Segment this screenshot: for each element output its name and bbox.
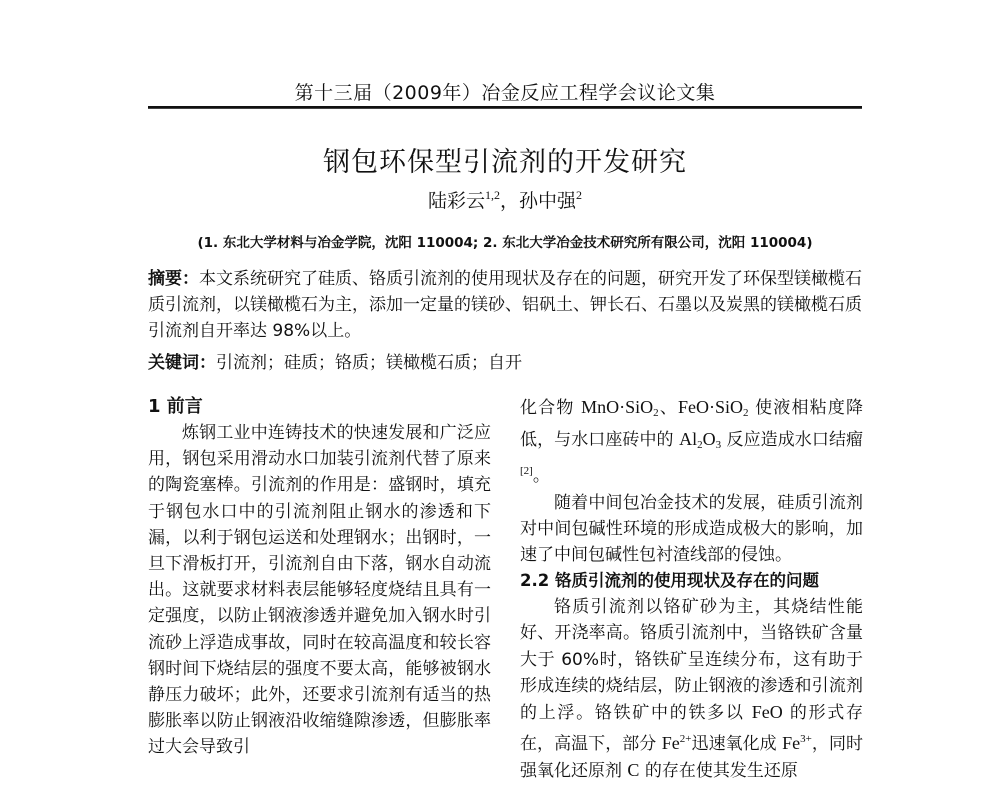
author-affiliation-mark: 1,2 xyxy=(484,188,500,202)
text-run: O xyxy=(702,429,716,450)
text-run: 化合物 xyxy=(520,398,582,418)
text-run: 迅速氧化成 xyxy=(691,734,783,755)
abstract xyxy=(148,266,862,344)
body-paragraph xyxy=(520,594,863,784)
body-paragraph xyxy=(520,394,863,490)
subscript: 2 xyxy=(697,439,703,452)
text-run: Al xyxy=(679,429,698,450)
chem-formula xyxy=(679,429,722,452)
body-paragraph: 随着中间包冶金技术的发展，硅质引流剂对中间包碱性环境的形成造成极大的影响，加速了中间包碱性包衬渣线部的侵蚀。 xyxy=(520,492,863,566)
subscript: 2 xyxy=(653,407,659,419)
citation-ref: [2] xyxy=(520,465,533,478)
text-run: 、 xyxy=(658,398,678,418)
author-separator: ， xyxy=(499,190,519,212)
text-run: FeO·SiO xyxy=(678,397,744,417)
text-run: Fe xyxy=(782,733,801,754)
chem-formula: C xyxy=(627,760,640,781)
text-run: 铬质引流剂以铬矿砂为主，其烧结性能好、开浇率高。铬质引流剂中，当铬铁矿含量大于 60%时，铬铁矿呈连续分布，这有助于形成连续的烧结层，防止钢液的渗透和引流剂的上浮。铬铁矿中的铁多以 xyxy=(520,597,863,724)
affiliation-line: (1. 东北大学材料与冶金学院，沈阳 110004; 2. 东北大学冶金技术研究所有限公司，沈阳 110004) xyxy=(197,235,813,251)
author-list xyxy=(148,186,862,213)
subscript: 3 xyxy=(715,439,722,452)
running-header: 第十三届（2009年）冶金反应工程学会议论文集 xyxy=(294,82,716,104)
left-column xyxy=(148,394,491,761)
author-name: 孙中强 xyxy=(519,190,577,212)
right-column xyxy=(520,394,863,785)
abstract-label: 摘要： xyxy=(148,269,199,289)
text-run: 的存在使其发生还原 xyxy=(639,761,798,782)
superscript: 3+ xyxy=(800,733,812,746)
author-name: 陆彩云 xyxy=(427,190,485,212)
chem-formula xyxy=(782,733,812,753)
text-run: ，同时强氧化还原剂 xyxy=(520,734,864,782)
chem-formula xyxy=(678,397,749,417)
paper-title: 钢包环保型引流剂的开发研究 xyxy=(323,147,687,178)
author-affiliation-mark: 2 xyxy=(576,188,583,202)
keywords-text: 引流剂；硅质；铬质；镁橄榄石质；自开 xyxy=(216,353,522,373)
chem-formula xyxy=(581,397,659,417)
text-run: Fe xyxy=(661,733,680,754)
body-paragraph: 炼钢工业中连铸技术的快速发展和广泛应用，钢包采用滑动水口加装引流剂代替了原来的陶瓷塞棒。引流剂的作用是：盛钢时，填充于钢包水口中的引流剂阻止钢水的渗透和下漏，以利于钢包运送和处理钢水；出钢时，一旦下滑板打开，引流剂自由下落，钢水自动流出。这就要求材料表层能够轻度烧结且具有一定强度，以防止钢液渗透并避免加入钢水时引流砂上浮造成事故，同时在较高温度和较长容钢时间下烧结层的强度不要太高，能够被钢水静压力破坏；此外，还要求引流剂有适当的热膨胀率以防止钢液沿收缩缝隙渗透，但膨胀率过大会导致引 xyxy=(148,423,491,758)
text-run: MnO·SiO xyxy=(581,397,654,417)
subsection-heading: 2.2 铬质引流剂的使用现状及存在的问题 xyxy=(520,571,819,591)
chem-formula xyxy=(662,733,692,753)
keywords-label: 关键词： xyxy=(148,353,216,373)
abstract-text: 本文系统研究了硅质、铬质引流剂的使用现状及存在的问题，研究开发了环保型镁橄榄石质引流剂，以镁橄榄石为主，添加一定量的镁砂、铝矾土、钾长石、石墨以及炭黑的镁橄榄石质引流剂自开率达 98%以上。 xyxy=(148,269,862,341)
text-run: 的形式存在，高温下，部分 xyxy=(520,703,864,755)
keywords xyxy=(148,350,862,376)
text-run: 反应造成水口结瘤 xyxy=(721,430,864,451)
text-run: 。 xyxy=(532,466,550,487)
text-run: 使液相粘度降低，与水口座砖中的 xyxy=(520,398,863,451)
subscript: 2 xyxy=(743,407,749,419)
chem-formula: FeO xyxy=(751,702,783,723)
header-rule xyxy=(148,106,862,109)
superscript: 2+ xyxy=(679,733,692,746)
section-heading: 1 前言 xyxy=(148,396,203,417)
